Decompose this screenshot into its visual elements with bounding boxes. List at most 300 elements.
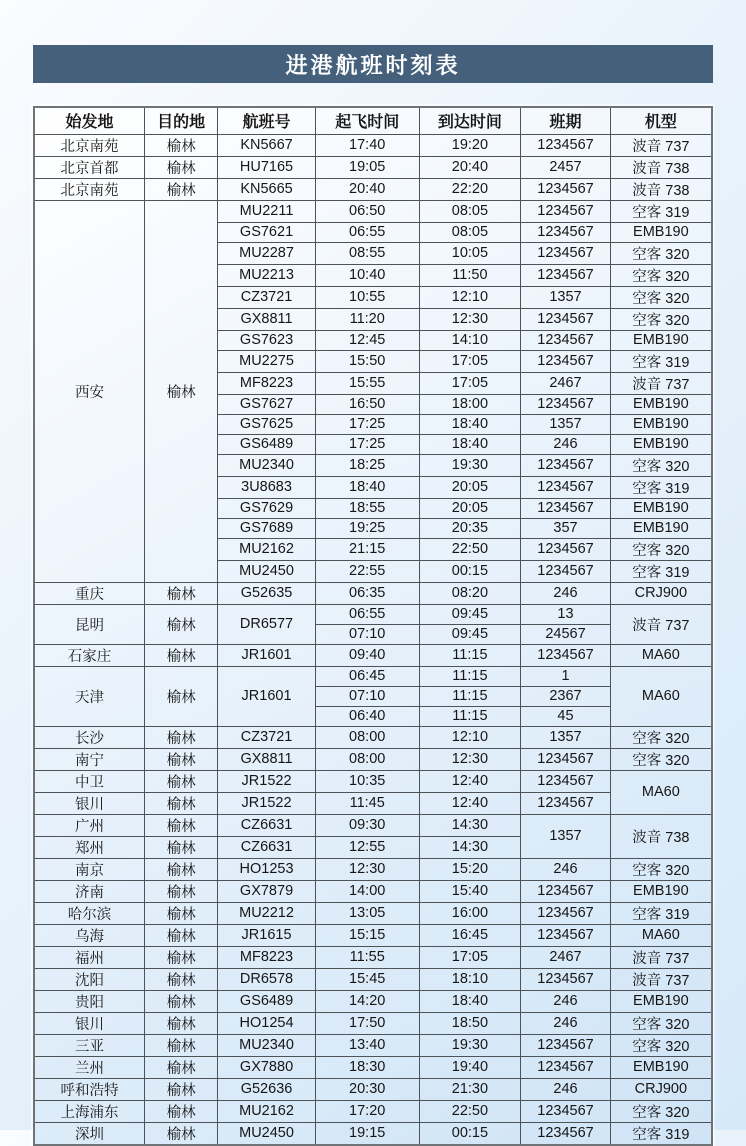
table-cell: 08:55	[315, 242, 419, 264]
table-cell: 呼和浩特	[34, 1078, 145, 1100]
table-cell: 1234567	[521, 242, 610, 264]
table-cell: 1234567	[521, 394, 610, 414]
table-body	[34, 134, 712, 1145]
table-cell: 18:30	[315, 1056, 419, 1078]
table-cell: 246	[521, 1078, 610, 1100]
table-cell: 12:10	[419, 726, 521, 748]
table-cell: 榆林	[145, 1012, 218, 1034]
table-cell: CZ3721	[218, 726, 316, 748]
table-cell: 1234567	[521, 1122, 610, 1145]
table-cell: 21:15	[315, 538, 419, 560]
table-cell: 14:30	[419, 836, 521, 858]
table-cell: 11:15	[419, 666, 521, 686]
table-cell: 10:55	[315, 286, 419, 308]
table-cell: 1234567	[521, 498, 610, 518]
table-cell: 22:50	[419, 538, 521, 560]
table-cell: 榆林	[145, 1034, 218, 1056]
table-cell: HO1253	[218, 858, 316, 880]
table-cell: 22:20	[419, 178, 521, 200]
table-cell: 1234567	[521, 560, 610, 582]
table-cell: 沈阳	[34, 968, 145, 990]
table-cell: GX7880	[218, 1056, 316, 1078]
table-row	[34, 666, 712, 686]
table-cell: 1234567	[521, 902, 610, 924]
table-cell: JR1601	[218, 666, 316, 726]
table-cell: 246	[521, 582, 610, 604]
table-cell: 空客 320	[610, 726, 712, 748]
table-cell: CZ6631	[218, 814, 316, 836]
table-cell: 17:20	[315, 1100, 419, 1122]
table-cell: JR1601	[218, 644, 316, 666]
column-header-1: 目的地	[145, 107, 218, 134]
table-cell: 榆林	[145, 902, 218, 924]
table-cell: 哈尔滨	[34, 902, 145, 924]
table-cell: 246	[521, 1012, 610, 1034]
table-cell: MU2162	[218, 1100, 316, 1122]
table-cell: 19:40	[419, 1056, 521, 1078]
table-cell: MF8223	[218, 372, 316, 394]
table-cell: 15:20	[419, 858, 521, 880]
table-cell: 246	[521, 858, 610, 880]
table-row	[34, 748, 712, 770]
table-cell: 22:50	[419, 1100, 521, 1122]
table-cell: 13	[521, 604, 610, 624]
table-cell: 波音 738	[610, 156, 712, 178]
table-cell: 1234567	[521, 770, 610, 792]
table-cell: 兰州	[34, 1056, 145, 1078]
table-cell: G52635	[218, 582, 316, 604]
table-cell: 榆林	[145, 858, 218, 880]
table-cell: 空客 319	[610, 560, 712, 582]
table-cell: 1234567	[521, 134, 610, 156]
table-cell: 西安	[34, 200, 145, 582]
table-cell: 06:55	[315, 222, 419, 242]
table-cell: 07:10	[315, 624, 419, 644]
table-cell: MA60	[610, 666, 712, 726]
table-cell: 12:45	[315, 330, 419, 350]
table-cell: 20:30	[315, 1078, 419, 1100]
table-cell: JR1522	[218, 792, 316, 814]
table-cell: 榆林	[145, 748, 218, 770]
table-cell: GX7879	[218, 880, 316, 902]
table-cell: GX8811	[218, 748, 316, 770]
table-cell: MU2340	[218, 454, 316, 476]
table-cell: GS7623	[218, 330, 316, 350]
table-cell: 波音 738	[610, 178, 712, 200]
table-cell: 15:50	[315, 350, 419, 372]
table-cell: 2457	[521, 156, 610, 178]
table-cell: MA60	[610, 924, 712, 946]
table-cell: 16:45	[419, 924, 521, 946]
table-cell: GS6489	[218, 434, 316, 454]
table-cell: 南宁	[34, 748, 145, 770]
table-cell: 11:50	[419, 264, 521, 286]
table-cell: 1234567	[521, 538, 610, 560]
table-cell: KN5667	[218, 134, 316, 156]
table-cell: 11:15	[419, 644, 521, 666]
table-cell: 15:45	[315, 968, 419, 990]
table-cell: 1234567	[521, 264, 610, 286]
table-row	[34, 1012, 712, 1034]
table-cell: 17:05	[419, 350, 521, 372]
table-cell: 榆林	[145, 582, 218, 604]
table-cell: 20:35	[419, 518, 521, 538]
table-row	[34, 604, 712, 624]
table-cell: EMB190	[610, 880, 712, 902]
table-cell: 空客 320	[610, 858, 712, 880]
table-cell: 榆林	[145, 1078, 218, 1100]
table-cell: 19:30	[419, 1034, 521, 1056]
table-cell: EMB190	[610, 1056, 712, 1078]
table-cell: 空客 320	[610, 538, 712, 560]
table-cell: G52636	[218, 1078, 316, 1100]
table-cell: 天津	[34, 666, 145, 726]
table-cell: 1357	[521, 726, 610, 748]
table-cell: MU2213	[218, 264, 316, 286]
table-cell: 贵阳	[34, 990, 145, 1012]
table-cell: 1357	[521, 814, 610, 858]
table-cell: 榆林	[145, 946, 218, 968]
table-cell: 昆明	[34, 604, 145, 644]
table-cell: 12:30	[315, 858, 419, 880]
table-cell: 00:15	[419, 560, 521, 582]
table-cell: GS7689	[218, 518, 316, 538]
table-cell: 波音 737	[610, 134, 712, 156]
table-cell: 08:00	[315, 748, 419, 770]
table-cell: MU2450	[218, 1122, 316, 1145]
table-cell: 17:50	[315, 1012, 419, 1034]
table-cell: 空客 320	[610, 264, 712, 286]
table-cell: EMB190	[610, 434, 712, 454]
table-cell: 空客 319	[610, 350, 712, 372]
table-cell: 18:50	[419, 1012, 521, 1034]
table-cell: 郑州	[34, 836, 145, 858]
table-cell: 18:40	[315, 476, 419, 498]
table-cell: GS7625	[218, 414, 316, 434]
table-cell: 重庆	[34, 582, 145, 604]
table-cell: 18:00	[419, 394, 521, 414]
table-cell: 济南	[34, 880, 145, 902]
table-cell: 15:55	[315, 372, 419, 394]
table-cell: 18:55	[315, 498, 419, 518]
page-title: 进港航班时刻表	[33, 45, 713, 83]
table-cell: 榆林	[145, 1100, 218, 1122]
table-cell: 16:50	[315, 394, 419, 414]
table-cell: 19:25	[315, 518, 419, 538]
table-cell: 09:45	[419, 604, 521, 624]
table-cell: MF8223	[218, 946, 316, 968]
table-cell: 榆林	[145, 792, 218, 814]
table-cell: 空客 319	[610, 200, 712, 222]
table-cell: 三亚	[34, 1034, 145, 1056]
table-cell: 19:15	[315, 1122, 419, 1145]
table-cell: 19:30	[419, 454, 521, 476]
table-cell: 20:40	[315, 178, 419, 200]
table-cell: 14:00	[315, 880, 419, 902]
table-cell: 12:40	[419, 770, 521, 792]
table-cell: 波音 737	[610, 968, 712, 990]
table-cell: 1234567	[521, 1034, 610, 1056]
table-cell: 1234567	[521, 350, 610, 372]
table-cell: 空客 320	[610, 1100, 712, 1122]
table-cell: 19:20	[419, 134, 521, 156]
table-cell: 20:05	[419, 498, 521, 518]
table-cell: 1234567	[521, 222, 610, 242]
table-cell: DR6578	[218, 968, 316, 990]
table-cell: 银川	[34, 1012, 145, 1034]
table-cell: 19:05	[315, 156, 419, 178]
table-cell: 1234567	[521, 792, 610, 814]
table-cell: JR1522	[218, 770, 316, 792]
table-cell: 21:30	[419, 1078, 521, 1100]
table-row	[34, 924, 712, 946]
table-cell: 1234567	[521, 924, 610, 946]
table-cell: 18:40	[419, 990, 521, 1012]
table-row	[34, 902, 712, 924]
table-cell: 榆林	[145, 990, 218, 1012]
table-cell: 06:55	[315, 604, 419, 624]
table-cell: EMB190	[610, 330, 712, 350]
table-cell: MU2212	[218, 902, 316, 924]
table-cell: 09:40	[315, 644, 419, 666]
table-row	[34, 946, 712, 968]
table-cell: MU2340	[218, 1034, 316, 1056]
table-cell: 08:05	[419, 200, 521, 222]
table-cell: 2367	[521, 686, 610, 706]
table-row	[34, 814, 712, 836]
column-header-0: 始发地	[34, 107, 145, 134]
table-cell: 17:05	[419, 946, 521, 968]
table-cell: 北京首都	[34, 156, 145, 178]
table-cell: 长沙	[34, 726, 145, 748]
arrival-flight-table	[33, 106, 713, 1146]
table-row	[34, 968, 712, 990]
table-cell: 波音 737	[610, 372, 712, 394]
table-cell: 07:10	[315, 686, 419, 706]
table-cell: MA60	[610, 770, 712, 814]
table-cell: EMB190	[610, 990, 712, 1012]
table-row	[34, 858, 712, 880]
table-cell: 波音 737	[610, 946, 712, 968]
table-cell: 1234567	[521, 748, 610, 770]
table-cell: 空客 319	[610, 902, 712, 924]
table-cell: MU2211	[218, 200, 316, 222]
table-cell: 09:45	[419, 624, 521, 644]
table-row	[34, 156, 712, 178]
table-cell: 17:25	[315, 434, 419, 454]
table-cell: MU2287	[218, 242, 316, 264]
table-cell: CRJ900	[610, 1078, 712, 1100]
table-cell: MA60	[610, 644, 712, 666]
table-cell: 广州	[34, 814, 145, 836]
table-cell: 空客 319	[610, 1122, 712, 1145]
table-row	[34, 1100, 712, 1122]
table-cell: 榆林	[145, 726, 218, 748]
table-cell: 空客 320	[610, 748, 712, 770]
table-cell: 1357	[521, 286, 610, 308]
table-cell: 14:30	[419, 814, 521, 836]
table-cell: 20:40	[419, 156, 521, 178]
table-cell: 18:10	[419, 968, 521, 990]
column-header-5: 班期	[521, 107, 610, 134]
table-cell: 1234567	[521, 200, 610, 222]
table-cell: 榆林	[145, 880, 218, 902]
table-cell: 榆林	[145, 134, 218, 156]
table-cell: 1234567	[521, 178, 610, 200]
table-cell: 榆林	[145, 666, 218, 726]
table-cell: 1234567	[521, 476, 610, 498]
table-cell: 空客 320	[610, 286, 712, 308]
header-row	[34, 107, 712, 134]
table-cell: 14:20	[315, 990, 419, 1012]
table-cell: 11:45	[315, 792, 419, 814]
table-row	[34, 770, 712, 792]
table-row	[34, 644, 712, 666]
table-cell: 榆林	[145, 770, 218, 792]
table-row	[34, 1078, 712, 1100]
table-row	[34, 1056, 712, 1078]
table-cell: 09:30	[315, 814, 419, 836]
table-cell: 榆林	[145, 604, 218, 644]
table-cell: 福州	[34, 946, 145, 968]
table-row	[34, 134, 712, 156]
table-row	[34, 200, 712, 222]
table-cell: 1234567	[521, 1100, 610, 1122]
table-row	[34, 990, 712, 1012]
table-cell: 13:05	[315, 902, 419, 924]
table-cell: 12:40	[419, 792, 521, 814]
table-cell: 1234567	[521, 330, 610, 350]
table-cell: 17:05	[419, 372, 521, 394]
table-cell: GS7627	[218, 394, 316, 414]
table-cell: MU2275	[218, 350, 316, 372]
table-cell: 榆林	[145, 644, 218, 666]
table-cell: 18:25	[315, 454, 419, 476]
table-cell: 22:55	[315, 560, 419, 582]
table-cell: 00:15	[419, 1122, 521, 1145]
table-cell: 246	[521, 990, 610, 1012]
table-cell: 10:35	[315, 770, 419, 792]
table-cell: GX8811	[218, 308, 316, 330]
table-cell: 榆林	[145, 968, 218, 990]
table-cell: 45	[521, 706, 610, 726]
table-cell: 1234567	[521, 880, 610, 902]
table-cell: JR1615	[218, 924, 316, 946]
table-cell: CZ6631	[218, 836, 316, 858]
table-row	[34, 178, 712, 200]
table-cell: 榆林	[145, 814, 218, 836]
table-row	[34, 582, 712, 604]
table-cell: 1234567	[521, 644, 610, 666]
table-cell: 1234567	[521, 308, 610, 330]
table-header	[34, 107, 712, 134]
table-cell: 12:10	[419, 286, 521, 308]
table-cell: 11:15	[419, 706, 521, 726]
table-cell: 16:00	[419, 902, 521, 924]
table-cell: KN5665	[218, 178, 316, 200]
table-cell: 15:15	[315, 924, 419, 946]
table-cell: MU2162	[218, 538, 316, 560]
table-cell: 乌海	[34, 924, 145, 946]
table-cell: 1	[521, 666, 610, 686]
table-cell: 空客 320	[610, 242, 712, 264]
table-cell: 波音 737	[610, 604, 712, 644]
table-cell: 17:40	[315, 134, 419, 156]
table-cell: 14:10	[419, 330, 521, 350]
table-cell: 空客 320	[610, 1012, 712, 1034]
table-cell: 24567	[521, 624, 610, 644]
table-cell: 11:55	[315, 946, 419, 968]
table-cell: 石家庄	[34, 644, 145, 666]
table-cell: EMB190	[610, 394, 712, 414]
table-cell: 银川	[34, 792, 145, 814]
table-cell: 06:40	[315, 706, 419, 726]
table-cell: EMB190	[610, 518, 712, 538]
table-row	[34, 880, 712, 902]
table-cell: 08:00	[315, 726, 419, 748]
table-cell: CZ3721	[218, 286, 316, 308]
table-cell: 15:40	[419, 880, 521, 902]
table-cell: 18:40	[419, 434, 521, 454]
table-cell: 1234567	[521, 454, 610, 476]
table-cell: 2467	[521, 946, 610, 968]
column-header-2: 航班号	[218, 107, 316, 134]
table-cell: 20:05	[419, 476, 521, 498]
table-cell: 榆林	[145, 178, 218, 200]
table-cell: 1234567	[521, 1056, 610, 1078]
table-cell: 波音 738	[610, 814, 712, 858]
table-cell: 10:05	[419, 242, 521, 264]
table-cell: 08:20	[419, 582, 521, 604]
table-cell: 2467	[521, 372, 610, 394]
table-cell: 17:25	[315, 414, 419, 434]
table-cell: EMB190	[610, 498, 712, 518]
table-cell: 榆林	[145, 156, 218, 178]
table-cell: 空客 320	[610, 454, 712, 476]
table-cell: GS7621	[218, 222, 316, 242]
table-cell: 榆林	[145, 1122, 218, 1145]
table-cell: 榆林	[145, 200, 218, 582]
table-cell: 榆林	[145, 924, 218, 946]
table-cell: 榆林	[145, 1056, 218, 1078]
table-cell: 空客 319	[610, 476, 712, 498]
column-header-3: 起飞时间	[315, 107, 419, 134]
table-cell: 06:45	[315, 666, 419, 686]
table-cell: 空客 320	[610, 1034, 712, 1056]
table-cell: 08:05	[419, 222, 521, 242]
table-cell: 10:40	[315, 264, 419, 286]
table-cell: 中卫	[34, 770, 145, 792]
table-row	[34, 1034, 712, 1056]
column-header-4: 到达时间	[419, 107, 521, 134]
table-cell: 南京	[34, 858, 145, 880]
table-cell: MU2450	[218, 560, 316, 582]
table-cell: 246	[521, 434, 610, 454]
table-row	[34, 1122, 712, 1145]
table-cell: EMB190	[610, 414, 712, 434]
table-cell: 深圳	[34, 1122, 145, 1145]
table-cell: CRJ900	[610, 582, 712, 604]
table-cell: HO1254	[218, 1012, 316, 1034]
table-cell: 11:20	[315, 308, 419, 330]
table-cell: GS7629	[218, 498, 316, 518]
table-cell: 3U8683	[218, 476, 316, 498]
table-cell: EMB190	[610, 222, 712, 242]
column-header-6: 机型	[610, 107, 712, 134]
table-cell: 11:15	[419, 686, 521, 706]
table-cell: 空客 320	[610, 308, 712, 330]
table-cell: 12:55	[315, 836, 419, 858]
